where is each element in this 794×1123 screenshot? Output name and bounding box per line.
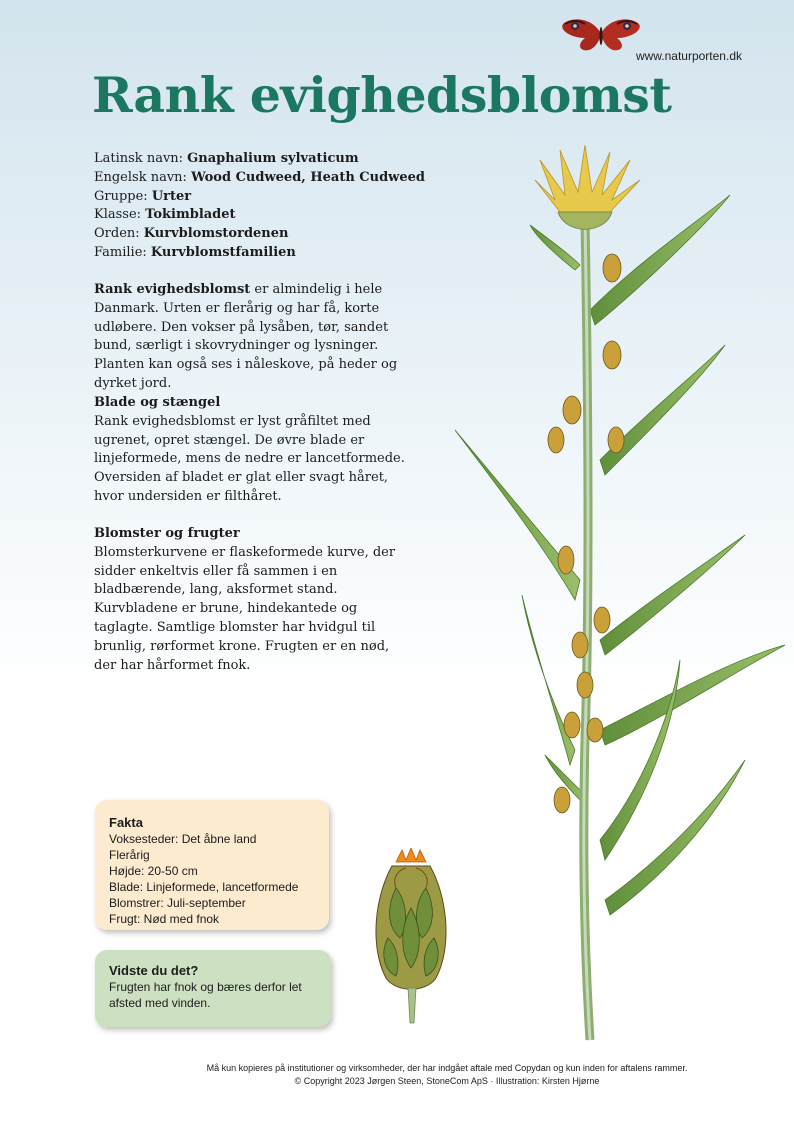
section-heading: Blomster og frugter (94, 526, 240, 541)
taxonomy-family: Familie: Kurvblomstfamilien (94, 244, 296, 260)
footer-copyright: © Copyright 2023 Jørgen Steen, StoneCom ApS · Illustration: Kirsten Hjørne (294, 1076, 600, 1086)
footer-license: Må kun kopieres på institutioner og virksomheder, der har indgået aftale med Copydan og kun inden for aftalens rammer. (206, 1063, 688, 1073)
taxonomy-english: Engelsk navn: Wood Cudweed, Heath Cudweed (94, 169, 426, 185)
butterfly-logo-icon (558, 14, 644, 54)
taxonomy-latin: Latinsk navn: Gnaphalium sylvaticum (94, 151, 359, 166)
intro-paragraph (94, 281, 410, 394)
section-heading: Blade og stængel (94, 395, 221, 410)
footer (0, 1062, 794, 1088)
page-title: Rank evighedsblomst (92, 66, 672, 124)
fakta-line: Blomstrer: Juli-september (109, 896, 246, 910)
section-leaves (94, 394, 410, 507)
fakta-line: Blade: Linjeformede, lancetformede (109, 880, 299, 894)
did-you-know-text: Frugten har fnok og bæres derfor let afsted med vinden. (109, 980, 302, 1010)
taxonomy-list (94, 150, 424, 263)
fakta-line: Flerårig (109, 848, 150, 862)
fakta-box (95, 800, 329, 930)
taxonomy-class: Klasse: Tokimbladet (94, 207, 236, 223)
intro-bold: Rank evighedsblomst (94, 282, 251, 297)
did-you-know-heading: Vidste du det? (109, 963, 199, 978)
plant-illustration (440, 140, 790, 1045)
section-flowers (94, 525, 410, 675)
intro-text: er almindelig i hele Danmark. Urten er flerårig og har få, korte udløbere. Den vokser på lysåben, tør, sandet bund, særligt i skovrydninger og lysninger. Planten kan også ses i nåleskove, på heder og dyrket jord. (94, 282, 398, 391)
fakta-heading: Fakta (109, 815, 143, 830)
section-text: Blomsterkurvene er flaskeformede kurve, der sidder enkeltvis eller få sammen i en bladbærende, lang, aksformet stand. Kurvbladene er brune, hindekantede og taglagte. Samtlige blomster har hvidgul til brunlig, rørformet krone. Frugten er en nød, der har hårformet fnok. (94, 544, 396, 673)
flower-head-closeup (366, 848, 456, 1028)
section-text: Rank evighedsblomst er lyst gråfiltet med ugrenet, opret stængel. De øvre blade er linjeformede, mens de nedre er lancetformede. Oversiden af bladet er glat eller svagt håret, hvor undersiden er filthåret. (94, 413, 405, 504)
fakta-line: Højde: 20-50 cm (109, 864, 198, 878)
site-url: www.naturporten.dk (635, 49, 742, 63)
taxonomy-group: Gruppe: Urter (94, 188, 192, 204)
fakta-line: Voksesteder: Det åbne land (109, 832, 257, 846)
fakta-line: Frugt: Nød med fnok (109, 912, 220, 926)
taxonomy-order: Orden: Kurvblomstordenen (94, 226, 289, 242)
did-you-know-box (95, 950, 331, 1027)
